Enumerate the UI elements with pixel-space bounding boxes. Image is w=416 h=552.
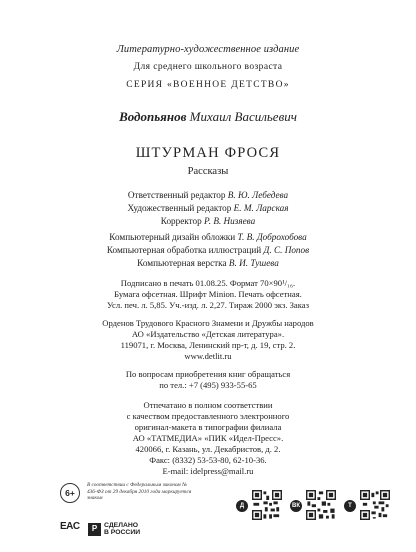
credit-line [0, 245, 416, 255]
made-in-russia-text [104, 522, 140, 537]
book-title: ШТУРМАН ФРОСЯ [135, 145, 281, 161]
qr-code-icon[interactable] [360, 490, 390, 520]
publisher-line: АО «Издательство «Детская литература». [131, 329, 285, 339]
credit-person: Д. С. Попов [263, 245, 310, 255]
author-name: Михаил Васильевич [189, 109, 297, 124]
printer-line: Факс: (8332) 53-53-80, 62-10-36. [149, 455, 267, 465]
credit-role: Компьютерный дизайн обложки [109, 232, 236, 242]
printer-line: АО «ТАТМЕДИА» «ПИК «Идел-Пресс». [132, 433, 284, 443]
printer-line: Отпечатано в полном соответствии [143, 400, 273, 410]
purchase-phone: по тел.: +7 (495) 933-55-65 [159, 380, 257, 390]
telegram-icon[interactable]: Т [344, 500, 356, 512]
eac-mark: EAC [60, 521, 80, 532]
printer-email[interactable]: E-mail: idelpress@mail.ru [162, 466, 254, 476]
printer-line: 420066, г. Казань, ул. Декабристов, д. 2. [135, 444, 281, 454]
printer-line: с качеством предоставленного электронного [126, 411, 290, 421]
author-surname: Водопьянов [119, 109, 187, 124]
credit-line [0, 232, 416, 242]
age-rating-badge: 6+ [60, 483, 80, 503]
publisher-line: 119071, г. Москва, Ленинский пр-т, д. 19, стр. 2. [120, 340, 296, 350]
credit-role: Художественный редактор [127, 203, 232, 213]
publisher-line: Орденов Трудового Красного Знамени и Дружбы народов [102, 318, 314, 328]
audience: Для среднего школьного возраста [133, 62, 283, 72]
credit-role: Ответственный редактор [127, 190, 226, 200]
credit-person: Е. М. Ларская [233, 203, 289, 213]
credit-line [0, 258, 416, 268]
edition-type: Литературно-художественное издание [116, 44, 300, 55]
credit-role: Корректор [160, 216, 202, 226]
qr-code-icon[interactable] [252, 490, 282, 520]
series: СЕРИЯ «ВОЕННОЕ ДЕТСТВО» [126, 80, 290, 90]
author [0, 109, 416, 125]
publisher-website[interactable]: www.detlit.ru [184, 351, 232, 361]
printer-line: оригинал-макета в типографии филиала [134, 422, 282, 432]
law-text: В соответствии с Федеральным законом № 436-ФЗ от 29 декабря 2010 года маркируется знаком [87, 482, 192, 501]
credit-person: Т. В. Доброхобова [237, 232, 307, 242]
made-in-russia-line: СДЕЛАНО [104, 521, 139, 529]
print-info-line: Усл. печ. л. 5,85. Уч.-изд. л. 2,27. Тираж 2000 экз. Заказ [106, 300, 310, 310]
credit-person: В. Ю. Лебедева [227, 190, 289, 200]
made-in-russia-mark [88, 519, 140, 539]
credit-role: Компьютерная обработка иллюстраций [106, 245, 262, 255]
made-in-russia-line: В РОССИИ [104, 529, 141, 536]
print-info-line: Подписано в печать 01.08.25. Формат 70×90¹/₁₆. [120, 278, 296, 288]
credit-line [0, 216, 416, 226]
book-subtitle: Рассказы [187, 166, 229, 177]
credit-line [0, 190, 416, 200]
detlit-icon[interactable]: Д [236, 500, 248, 512]
credit-line [0, 203, 416, 213]
vk-icon[interactable]: ВК [290, 500, 302, 512]
credit-role: Компьютерная верстка [137, 258, 227, 268]
print-info-line: Бумага офсетная. Шрифт Minion. Печать офсетная. [114, 289, 302, 299]
purchase-line: По вопросам приобретения книг обращаться [125, 369, 291, 379]
credit-person: В. И. Тушева [228, 258, 279, 268]
credit-person: Р. В. Низяева [204, 216, 256, 226]
qr-code-icon[interactable] [306, 490, 336, 520]
made-in-russia-icon: Р [88, 523, 101, 536]
